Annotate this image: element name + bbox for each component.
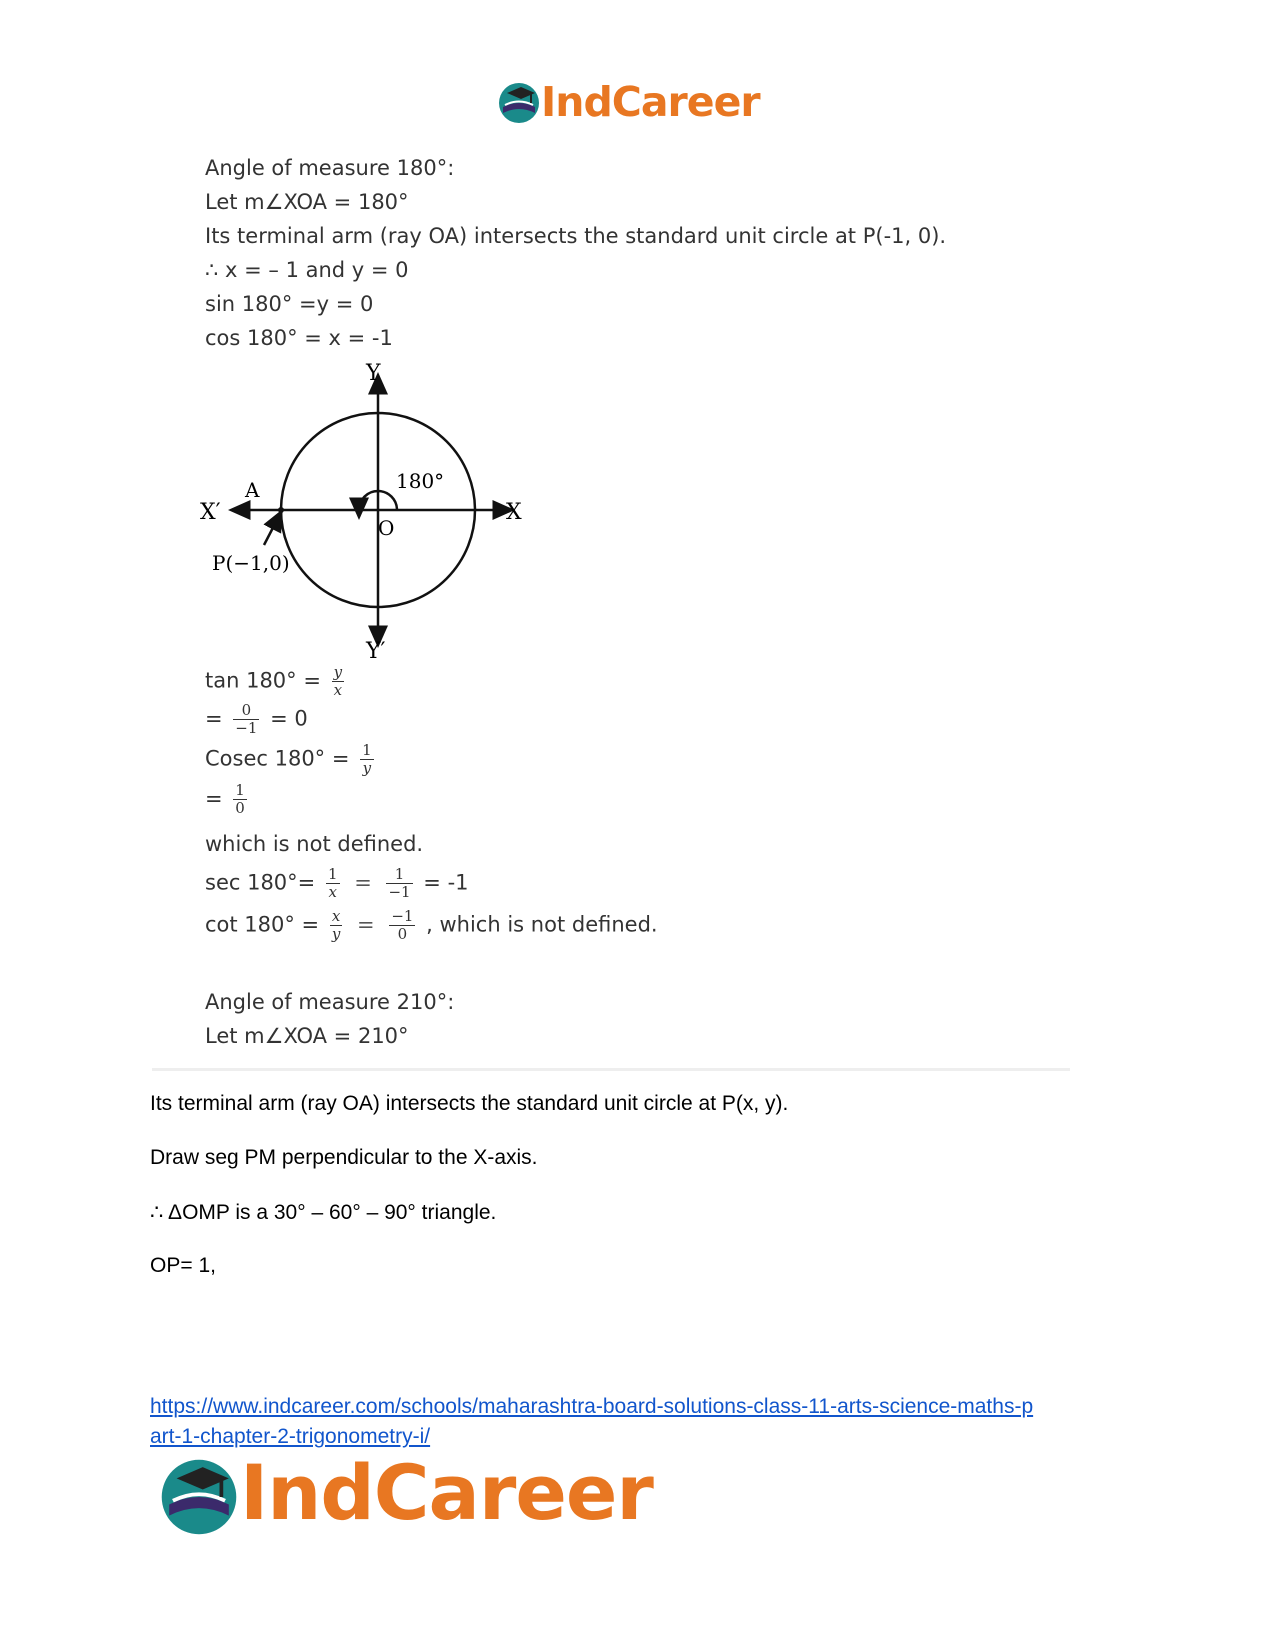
label-x: X bbox=[506, 500, 522, 525]
cot-line: cot 180° = $\frac{x}{y}$ = $\frac{-1}{0}$ , which is not defined. bbox=[205, 907, 658, 943]
point-p bbox=[278, 507, 284, 513]
label-angle: 180° bbox=[396, 469, 445, 493]
header-logo-text: IndCareer bbox=[541, 78, 760, 126]
label-y: Y bbox=[366, 361, 381, 386]
sec-fraction-1: $\frac{1}{x}$ bbox=[327, 865, 338, 901]
source-link[interactable] bbox=[150, 1392, 1033, 1452]
sec-fraction-2: $\frac{1}{-1}$ bbox=[388, 865, 411, 901]
tan-line: tan 180° = $\frac{y}{x}$ bbox=[205, 663, 343, 699]
angle-210-title: Angle of measure 210°: bbox=[205, 990, 455, 1014]
unit-circle-diagram bbox=[200, 360, 540, 660]
not-defined-line: which is not defined. bbox=[205, 832, 424, 856]
cosec-line: Cosec 180° = $\frac{1}{y}$ bbox=[205, 741, 372, 777]
sec-line: sec 180°= $\frac{1}{x}$ = $\frac{1}{-1}$ = -1 bbox=[205, 865, 469, 901]
p-pointer bbox=[264, 518, 278, 545]
text-line-4: ∴ x = – 1 and y = 0 bbox=[205, 258, 409, 282]
globe-book-icon bbox=[158, 1456, 240, 1538]
text-line-5: sin 180° =y = 0 bbox=[205, 292, 374, 316]
text-line-3: Its terminal arm (ray OA) intersects the standard unit circle at P(-1, 0). bbox=[205, 224, 947, 248]
label-a: A bbox=[245, 478, 260, 502]
paragraph-3: ∴ ΔOMP is a 30° – 60° – 90° triangle. bbox=[150, 1201, 497, 1224]
cot-fraction-2: $\frac{-1}{0}$ bbox=[391, 907, 414, 943]
cosec-fraction: $\frac{1}{y}$ bbox=[362, 741, 372, 777]
paragraph-1: Its terminal arm (ray OA) intersects the standard unit circle at P(x, y). bbox=[150, 1092, 789, 1115]
text-line-6: cos 180° = x = -1 bbox=[205, 326, 393, 350]
angle-210-let: Let m∠XOA = 210° bbox=[205, 1024, 409, 1048]
cosec-line-2: = $\frac{1}{0}$ bbox=[205, 781, 245, 817]
label-x-prime: X′ bbox=[200, 500, 221, 525]
tan-line-2: = $\frac{0}{-1}$ = 0 bbox=[205, 701, 308, 737]
label-p: P(−1,0) bbox=[212, 551, 290, 575]
text-line-1: Angle of measure 180°: bbox=[205, 156, 455, 180]
label-o: O bbox=[378, 516, 395, 540]
footer-logo-text: IndCareer bbox=[240, 1448, 653, 1537]
paragraph-2: Draw seg PM perpendicular to the X-axis. bbox=[150, 1146, 538, 1169]
cot-fraction-1: $\frac{x}{y}$ bbox=[331, 907, 341, 943]
source-link-line-2[interactable]: art-1-chapter-2-trigonometry-i/ bbox=[150, 1425, 431, 1448]
label-y-prime: Y′ bbox=[366, 639, 386, 660]
header-logo bbox=[497, 78, 777, 128]
cosec2-fraction: $\frac{1}{0}$ bbox=[235, 781, 245, 817]
tan-fraction: $\frac{y}{x}$ bbox=[333, 663, 343, 699]
footer-logo bbox=[158, 1448, 698, 1542]
text-line-2: Let m∠XOA = 180° bbox=[205, 190, 409, 214]
source-link-line-1[interactable]: https://www.indcareer.com/schools/maharashtra-board-solutions-class-11-arts-science-maths-p bbox=[150, 1395, 1034, 1418]
paragraph-4: OP= 1, bbox=[150, 1254, 216, 1277]
globe-book-icon bbox=[497, 81, 541, 125]
tan2-fraction: $\frac{0}{-1}$ bbox=[235, 701, 258, 737]
